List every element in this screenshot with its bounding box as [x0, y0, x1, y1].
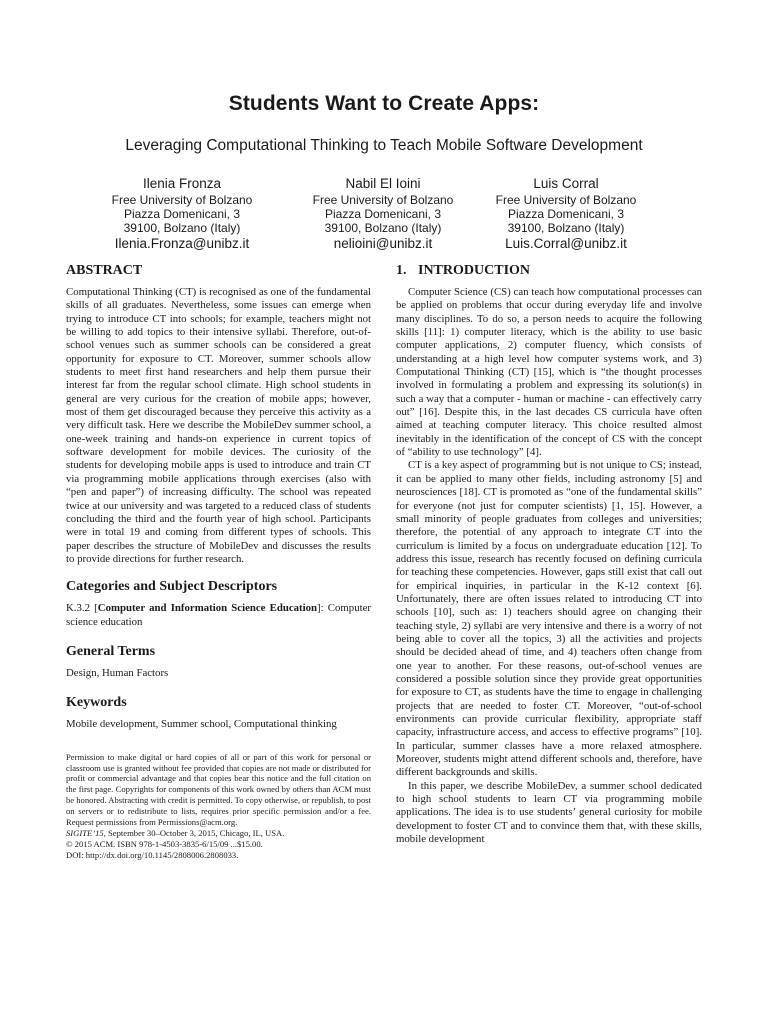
keywords-heading: Keywords — [66, 695, 127, 711]
author-email[interactable]: Ilenia.Fronza@unibz.it — [114, 236, 250, 251]
author-address: 39100, Bolzano (Italy) — [507, 221, 625, 235]
section-title: INTRODUCTION — [418, 263, 531, 278]
author-address: Piazza Domenicani, 3 — [507, 207, 625, 221]
right-column — [396, 262, 702, 846]
venue-details: September 30–October 3, 2015, Chicago, IL, USA. — [105, 827, 285, 838]
author-email[interactable]: nelioini@unibz.it — [333, 236, 433, 251]
category-code: K.3.2 [ — [66, 602, 98, 615]
intro-paragraph: Computer Science (CS) can teach how computational processes can be applied on problems that occur during everyday life and involve many disciplines. To do so, a person needs to acquire the following skills [11]: 1) computer literacy, which is the ability to use basic computer applications, 2) computer fluency, which consists of understanding at a high level how computer systems work, and 3) Computational Thinking (CT) [15], which is “the thought processes involved in formulating a problem and expressing its solution(s) in such a way that a computer - human or machine - can effectively carry out” [16]. Despite this, in the last decades CS curricula have often aimed at teaching computer literacy. This choice resulted almost inevitably in the identification of the concept of CS with the concept of “ability to use technology” [4]. — [396, 286, 702, 459]
intro-paragraph: In this paper, we describe MobileDev, a summer school dedicated to high school students to learn CT via programming mobile applications. The idea is to use students’ general curiosity for mobile development to foster CT and to convince them that, with these skills, mobile development — [396, 779, 702, 846]
categories-heading: Categories and Subject Descriptors — [66, 579, 278, 595]
permission-text: Permission to make digital or hard copies of all or part of this work for personal or classroom use is granted without fee provided that copies are not made or distributed for profit or commercial advantage and that copies bear this notice and the full citation on the first page. Copyrights for components of this work owned by others than ACM must be honored. Abstracting with credit is permitted. To copy otherwise, or republish, to post on servers or to redistribute to lists, requires prior specific permission and/or a fee. Request permissions from Permissions@acm.org. — [66, 751, 371, 828]
keywords-text: Mobile development, Summer school, Computational thinking — [66, 718, 337, 731]
author-name: Luis Corral — [533, 176, 599, 191]
author-affiliation: Free University of Bolzano — [111, 193, 253, 207]
abstract-heading: ABSTRACT — [66, 263, 143, 278]
author-address: 39100, Bolzano (Italy) — [324, 221, 442, 235]
paper-title: Students Want to Create Apps: — [228, 92, 540, 115]
author-address: 39100, Bolzano (Italy) — [123, 221, 241, 235]
author-name: Nabil El Ioini — [345, 176, 421, 191]
general-terms-heading: General Terms — [66, 643, 156, 659]
paper-subtitle: Leveraging Computational Thinking to Teach Mobile Software Development — [125, 137, 643, 154]
doi-line[interactable]: DOI: http://dx.doi.org/10.1145/2808006.2808033. — [66, 849, 239, 860]
permission-notice — [66, 752, 371, 861]
category-name: Computer and Information Science Education — [97, 602, 318, 615]
categories-text — [66, 602, 371, 629]
author-affiliation: Free University of Bolzano — [312, 193, 454, 207]
author-address: Piazza Domenicani, 3 — [123, 207, 241, 221]
author-block — [82, 176, 282, 252]
author-name: Ilenia Fronza — [142, 176, 222, 191]
venue-line — [66, 828, 371, 839]
author-affiliation: Free University of Bolzano — [495, 193, 637, 207]
copyright-line: © 2015 ACM. ISBN 978-1-4503-3835-6/15/09 ...$15.00. — [66, 838, 263, 849]
left-column — [66, 262, 371, 861]
abstract-text: Computational Thinking (CT) is recognised as one of the fundamental skills of all graduates. Nevertheless, some issues can emerge when trying to introduce CT into schools; for example, teachers might not be willing to add topics to their intensive syllabi. Therefore, out-of-school venues such as summer schools can be considered a great opportunity for exposure to CT. Moreover, summer schools allow students to meet first hand researchers and help them pursue their interest far from the regular school climate. High school students in general are very curious for the creation of mobile apps; however, most of them get discouraged because they perceive this activity as a very difficult task. Here we describe the MobileDev summer school, a one-week training and hands-on experience in current topics of software development for mobile devices. The curiosity of the students for developing mobile apps is used to introduce and train CT via programming mobile applications through exercises (also with “pen and paper”) of increasing difficulty. The school was repeated twice at our university and was targeted to a reduced class of students concluding the third and the fourth year of high school. Participants were in total 19 and coming from different types of schools. This paper describes the structure of MobileDev and discusses the results to provide directions for further research. — [66, 286, 371, 565]
general-terms-text: Design, Human Factors — [66, 666, 169, 679]
author-address: Piazza Domenicani, 3 — [324, 207, 442, 221]
venue-name: SIGITE’15, — [66, 827, 106, 838]
author-block — [466, 176, 666, 252]
section-number: 1. — [396, 263, 407, 278]
introduction-heading — [396, 262, 702, 280]
author-block — [283, 176, 483, 252]
intro-paragraph: CT is a key aspect of programming but is not unique to CS; instead, it can be applied to many other fields, including astronomy [5] and neurosciences [18]. CT is promoted as “one of the fundamental skills” for everyone (not just for computer scientists) [1, 15]. However, a small minority of people graduates from colleges and universities; therefore, the potential of any approach to integrate CT into the curriculum is limited by a focus on undergraduate education [12]. To address this issue, research has recently focused on defining curricula for teaching these competencies. However, gaps still exist that call out for empirical inquiries, in particular in the K-12 context [6]. Unfortunately, there are often issues related to introducing CT into schools [10], such as: 1) teachers should agree on changing their teaching style, 2) syllabi are very intensive and there is a worry of not being able to cover all the topics, 3) all the activities and projects should be decided ahead of time, and 4) teachers often change from one year to another. For these reasons, out-of-school venues are considered a possible solution since they provide great opportunities for exposure to CT, as students have the time to engage in challenging projects that are needed to foster CT. Moreover, “out-of-school environments can provide curricular flexibility, appropriate staff capacity, infrastructure access, and access to effective programs” [10]. In particular, summer classes have a more relaxed atmosphere. Moreover, students might attend different schools and, therefore, have different backgrounds and skills. — [396, 459, 702, 779]
category-rest: ]: Computer science education — [66, 602, 371, 628]
author-email[interactable]: Luis.Corral@unibz.it — [505, 236, 627, 251]
